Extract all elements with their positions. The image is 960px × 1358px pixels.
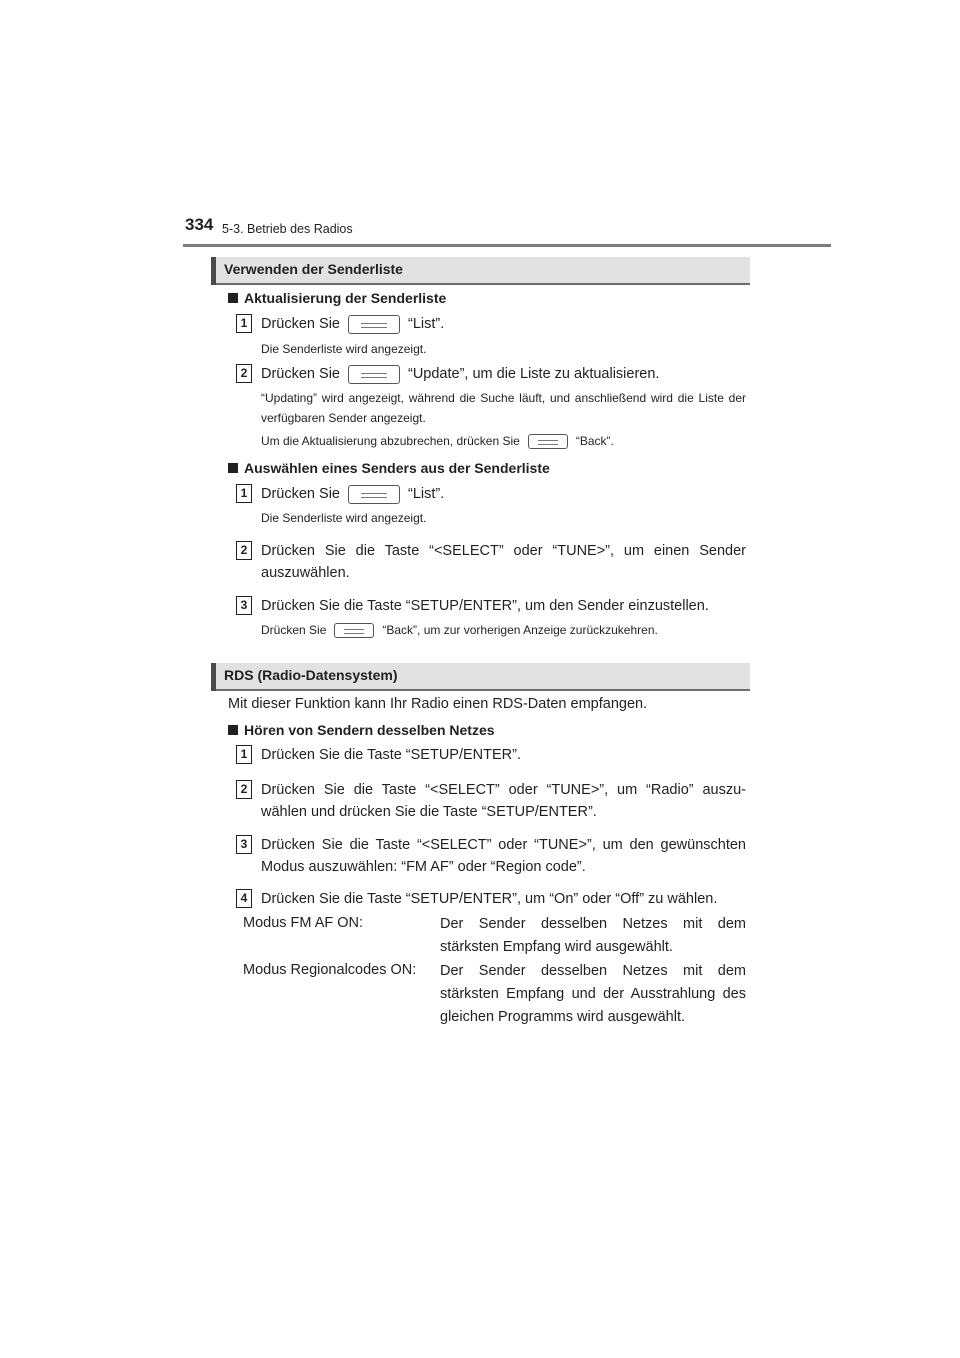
step-text-part: “List”. (407, 316, 445, 332)
step-note: Die Senderliste wird angezeigt. (261, 342, 427, 356)
back-button-icon (334, 623, 374, 638)
note-text-part: Um die Aktualisierung abzubrechen, drücken Sie (261, 434, 520, 448)
subheading-update (228, 290, 446, 306)
section-heading-senderliste (211, 257, 750, 285)
step-text-part: “List”. (407, 486, 445, 502)
subheading-select (228, 460, 550, 476)
mode-label: Modus Regionalcodes ON: (243, 962, 417, 978)
update-button-icon (348, 365, 400, 384)
subheading-text: Aktualisierung der Senderliste (244, 290, 447, 306)
step-number-3: 3 (236, 835, 252, 854)
subheading-text: Auswählen eines Senders aus der Senderliste (244, 460, 550, 476)
page-number: 334 (185, 215, 214, 234)
square-bullet-icon (228, 463, 238, 473)
list-button-icon (348, 485, 400, 504)
mode-label: Modus FM AF ON: (243, 915, 364, 931)
chapter-title: 5-3. Betrieb des Radios (222, 222, 353, 236)
step-number-1: 1 (236, 745, 252, 764)
step-number-2: 2 (236, 541, 252, 560)
step-text: Drücken Sie die Taste “<SELECT” oder “TUNE>”, um den gewünschten Modus auszuwählen: “FM AF” oder “Region code”. (261, 837, 746, 875)
section-intro: Mit dieser Funktion kann Ihr Radio einen RDS-Daten empfangen. (228, 696, 648, 712)
step-number-4: 4 (236, 889, 252, 908)
note-text-part: “Back”. (575, 434, 614, 448)
subheading-text: Hören von Sendern desselben Netzes (244, 722, 495, 738)
step-text: Drücken Sie die Taste “SETUP/ENTER”, um den Sender einzustellen. (261, 598, 709, 614)
step-text: Drücken Sie die Taste “<SELECT” oder “TUNE>”, um “Radio” auszu-wählen und drücken Sie die Taste “SETUP/ENTER”. (261, 782, 746, 820)
step-text-part: Drücken Sie (261, 316, 340, 332)
step-text: Drücken Sie die Taste “SETUP/ENTER”. (261, 747, 522, 763)
step-text (261, 363, 746, 385)
subheading-netz (228, 722, 495, 738)
note-text-part: Drücken Sie (261, 623, 327, 637)
list-button-icon (348, 315, 400, 334)
section-bar (211, 257, 216, 285)
step-text-part: “Update”, um die Liste zu aktualisieren. (407, 366, 660, 382)
step-number-1: 1 (236, 484, 252, 503)
square-bullet-icon (228, 293, 238, 303)
step-note: “Updating” wird angezeigt, während die Suche läuft, und anschließend wird die Liste der verfügbaren Sender angezeigt. (261, 391, 746, 425)
step-text (261, 313, 746, 335)
mode-description: Der Sender desselben Netzes mit dem stärksten Empfang wird ausgewählt. (440, 916, 746, 955)
step-text (261, 483, 746, 505)
square-bullet-icon (228, 725, 238, 735)
step-number-2: 2 (236, 364, 252, 383)
back-button-icon (528, 434, 568, 449)
step-number-1: 1 (236, 314, 252, 333)
step-number-2: 2 (236, 780, 252, 799)
step-note (261, 431, 746, 451)
mode-description: Der Sender desselben Netzes mit dem stärksten Empfang und der Ausstrahlung des gleichen Programms wird ausgewählt. (440, 963, 746, 1025)
header-rule (183, 244, 831, 247)
section-title: Verwenden der Senderliste (224, 261, 403, 277)
step-number-3: 3 (236, 596, 252, 615)
step-text: Drücken Sie die Taste “SETUP/ENTER”, um “On” oder “Off” zu wählen. (261, 891, 718, 907)
step-text-part: Drücken Sie (261, 486, 340, 502)
note-text-part: “Back”, um zur vorherigen Anzeige zurückzukehren. (382, 623, 658, 637)
step-text: Drücken Sie die Taste “<SELECT” oder “TUNE>”, um einen Sender auszuwählen. (261, 543, 746, 581)
step-note (261, 620, 746, 640)
step-text-part: Drücken Sie (261, 366, 340, 382)
section-heading-rds (211, 663, 750, 691)
section-title: RDS (Radio-Datensystem) (224, 667, 398, 683)
section-bar (211, 663, 216, 691)
step-note: Die Senderliste wird angezeigt. (261, 511, 427, 525)
